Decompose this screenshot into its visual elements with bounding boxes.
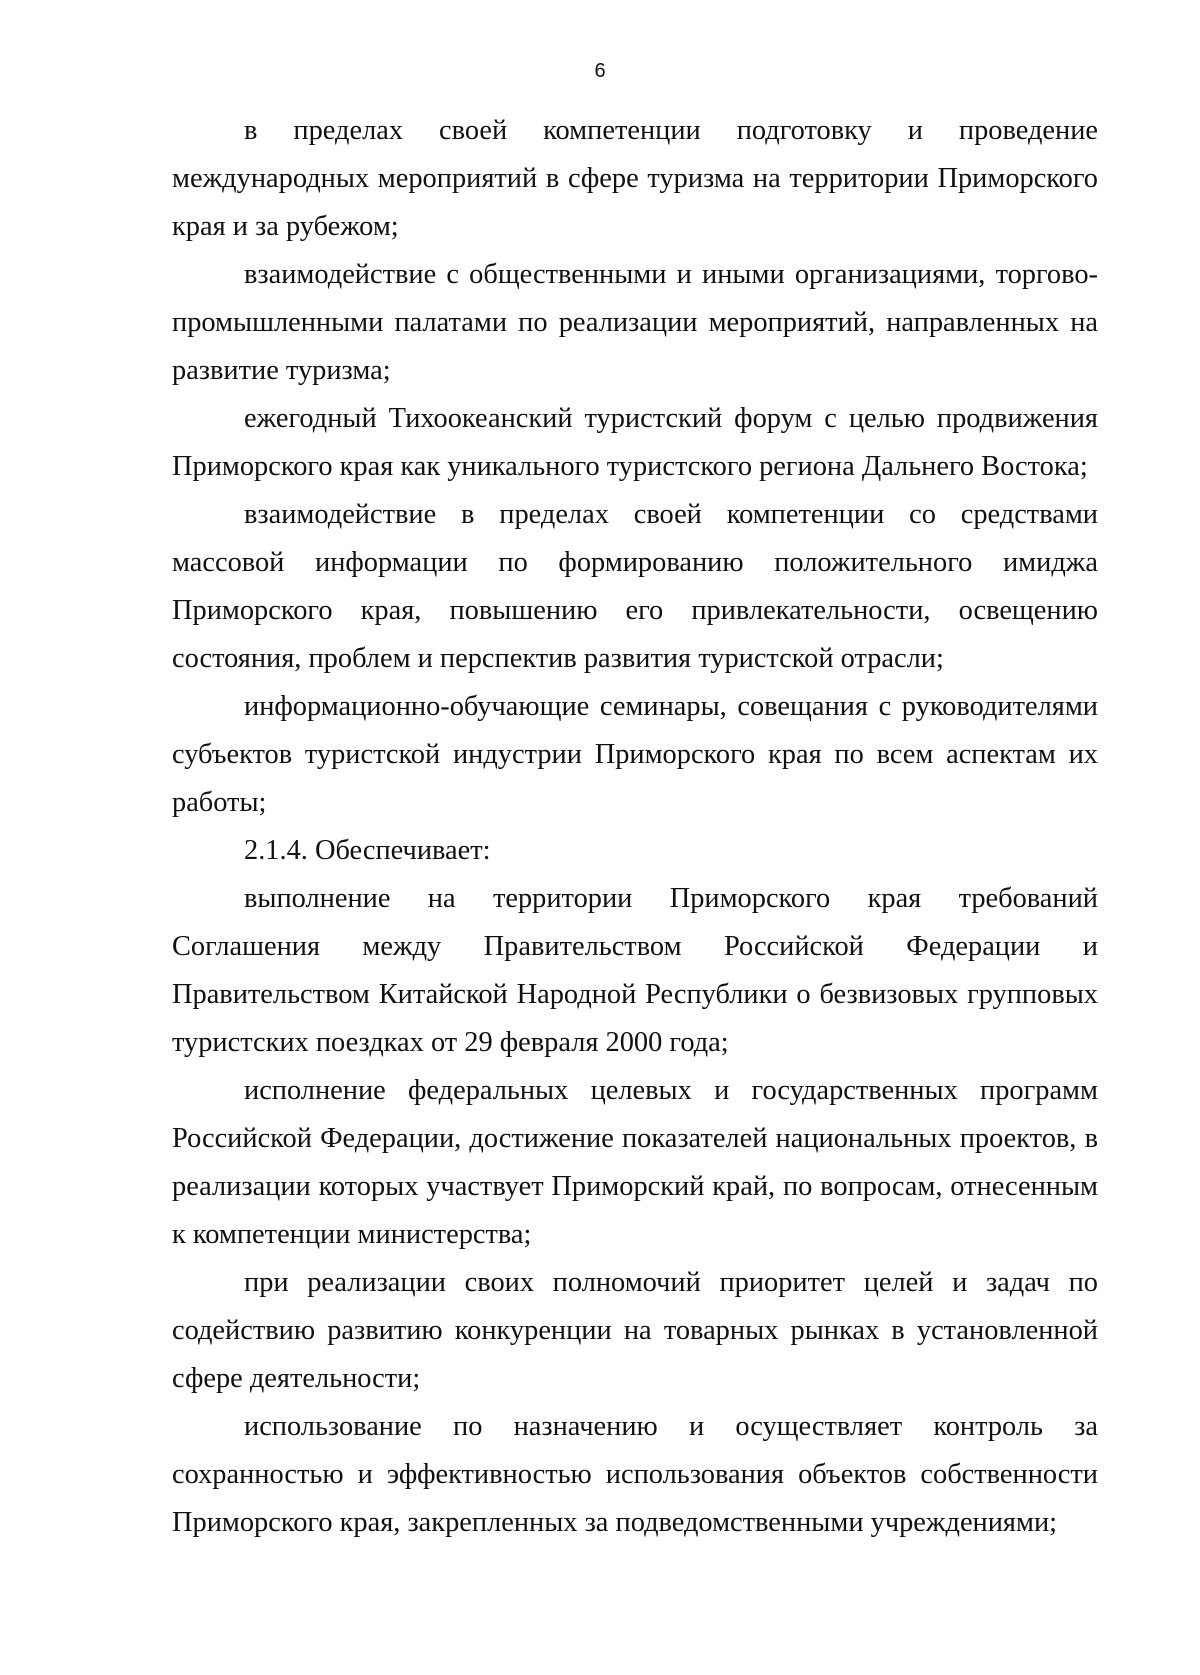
section-heading-2-1-4: 2.1.4. Обеспечивает: [244,835,491,866]
paragraph-property-control: использование по назначению и осуществляет контроль за сохранностью и эффективностью использования объектов собственности Приморского края, закрепленных за подведомственными учреждениями; [172,1411,1098,1538]
paragraph-competition: при реализации своих полномочий приоритет целей и задач по содействию развитию конкуренции на товарных рынках в установленной сфере деятельности; [172,1267,1098,1394]
paragraph-public-orgs: взаимодействие с общественными и иными организациями, торгово-промышленными палатами по реализации мероприятий, направленных на развитие туризма; [172,259,1098,386]
document-body [172,107,1098,1547]
paragraph-federal-programs: исполнение федеральных целевых и государственных программ Российской Федерации, достижение показателей национальных проектов, в реализации которых участвует Приморский край, по вопросам, отнесенным к компетенции министерства; [172,1075,1098,1250]
paragraph-seminars: информационно-обучающие семинары, совещания с руководителями субъектов туристской индустрии Приморского края по всем аспектам их работы; [172,691,1098,818]
paragraph-pacific-forum: ежегодный Тихоокеанский туристский форум с целью продвижения Приморского края как уникального туристского региона Дальнего Востока; [172,403,1098,482]
page-number: 6 [594,60,606,82]
paragraph-intl-events: в пределах своей компетенции подготовку и проведение международных мероприятий в сфере туризма на территории Приморского края и за рубежом; [172,115,1098,242]
paragraph-mass-media: взаимодействие в пределах своей компетенции со средствами массовой информации по формированию положительного имиджа Приморского края, повышению его привлекательности, освещению состояния, проблем и перспектив развития туристской отрасли; [172,499,1098,674]
paragraph-visa-free-agreement: выполнение на территории Приморского края требований Соглашения между Правительством Российской Федерации и Правительством Китайской Народной Республики о безвизовых групповых туристских поездках от 29 февраля 2000 года; [172,883,1098,1058]
